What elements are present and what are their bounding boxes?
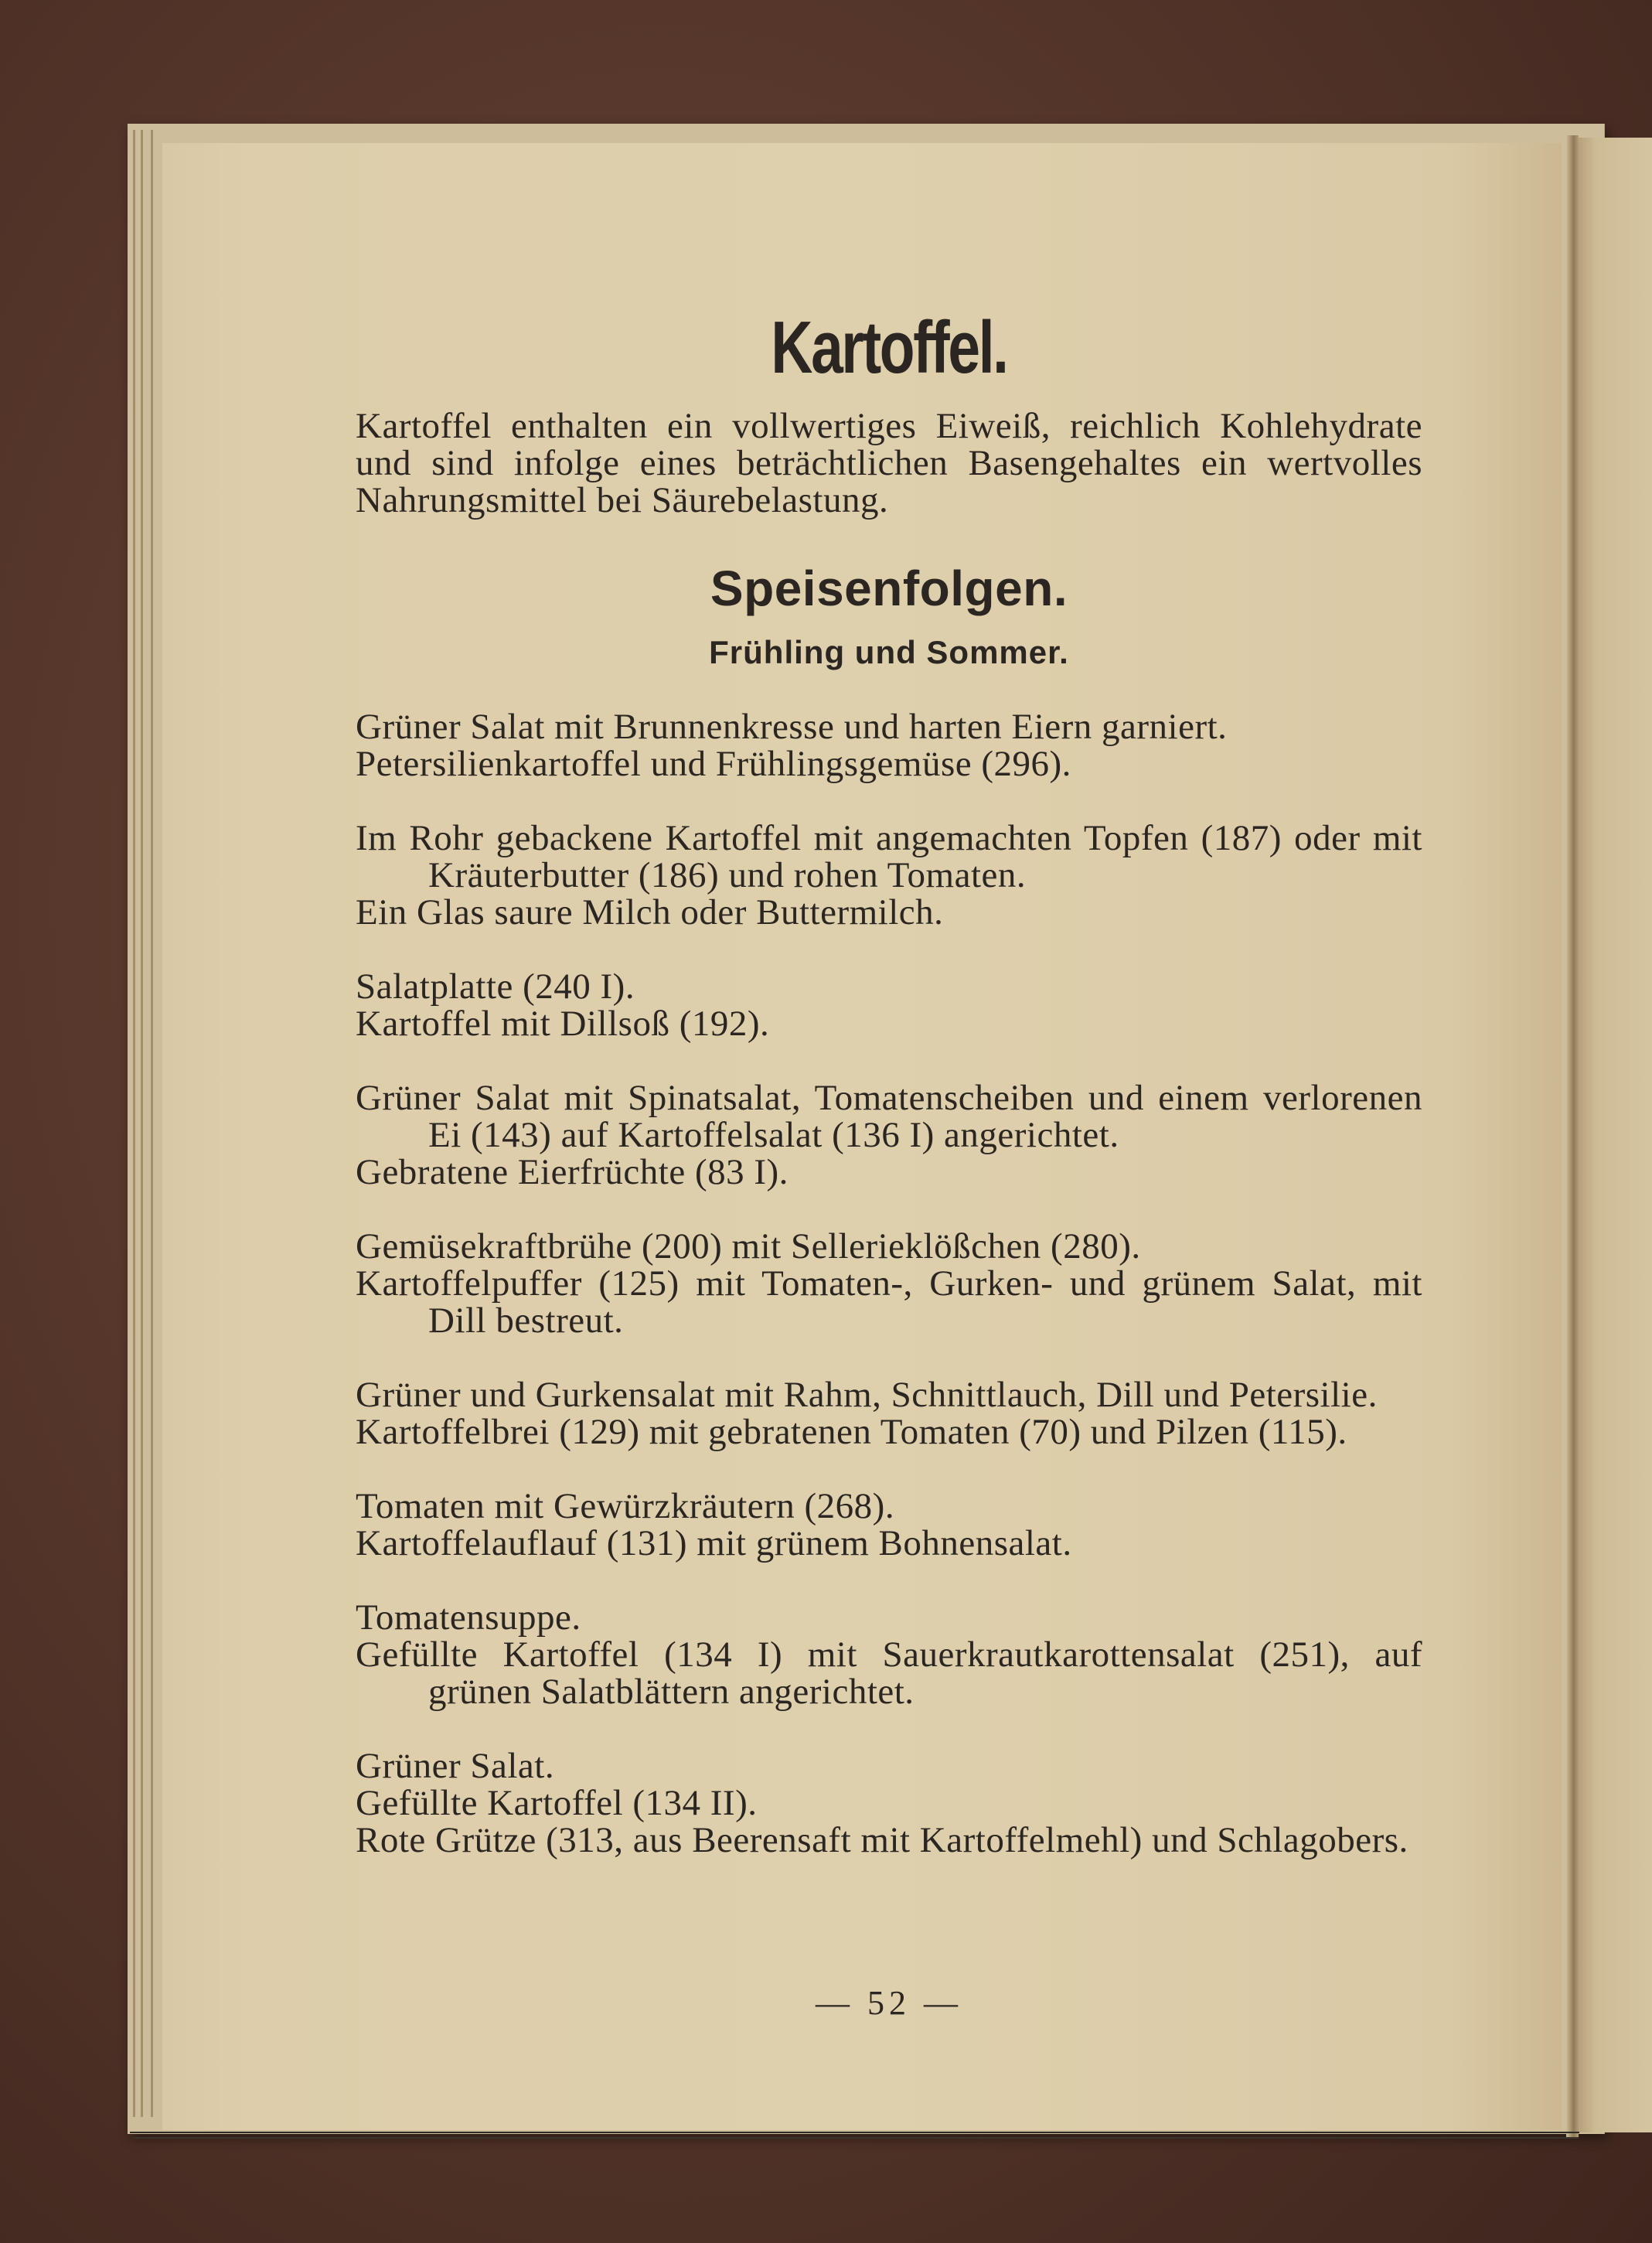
menu-item: Kartoffelpuffer (125) mit Tomaten-, Gurken- und grünem Salat, mit Dill bestreut.: [356, 1263, 1422, 1341]
page-content: [356, 305, 1422, 2022]
menu-item: Im Rohr gebackene Kartoffel mit angemachten Topfen (187) oder mit Kräuterbutter (186) und rohen Tomaten.: [356, 818, 1422, 895]
book-gutter: [1566, 135, 1579, 2138]
menu-item: Grüner und Gurkensalat mit Rahm, Schnittlauch, Dill und Petersilie.: [356, 1375, 1378, 1415]
menu-block: [356, 708, 1422, 782]
page-title: Kartoffel.: [771, 306, 1007, 389]
menu-item: Kartoffel mit Dillsoß (192).: [356, 1004, 770, 1044]
menu-item: Kartoffelauflauf (131) mit grünem Bohnensalat.: [356, 1523, 1072, 1563]
menu-item: Gemüsekraftbrühe (200) mit Sellerieklößchen (280).: [356, 1226, 1141, 1266]
menu-block: [356, 1228, 1422, 1339]
menu-list: [356, 708, 1422, 1859]
menu-block: [356, 1747, 1422, 1859]
page-edge: [141, 130, 143, 2117]
menu-item: Grüner Salat mit Brunnenkresse und harten Eiern garniert.: [356, 707, 1228, 747]
menu-item: Petersilienkartoffel und Frühlingsgemüse (296).: [356, 744, 1071, 784]
menu-block: [356, 1376, 1422, 1450]
menu-block: [356, 1488, 1422, 1562]
page-edge: [133, 130, 135, 2117]
menu-item: Gebratene Eierfrüchte (83 I).: [356, 1152, 789, 1192]
menu-separator: [356, 782, 1422, 820]
menu-item: Ein Glas saure Milch oder Buttermilch.: [356, 892, 944, 932]
menu-item: Tomatensuppe.: [356, 1597, 581, 1638]
menu-separator: [356, 1042, 1422, 1079]
page-bottom-edge: [133, 2137, 1579, 2139]
menu-separator: [356, 1710, 1422, 1747]
menu-block: [356, 820, 1422, 931]
menu-separator: [356, 1191, 1422, 1228]
menu-item: Tomaten mit Gewürzkräutern (268).: [356, 1486, 895, 1526]
menu-separator: [356, 1562, 1422, 1599]
menu-block: [356, 968, 1422, 1042]
page-edge: [151, 130, 153, 2117]
menu-separator: [356, 1450, 1422, 1488]
menu-item: Grüner Salat.: [356, 1746, 555, 1786]
facing-page: [1577, 138, 1652, 2132]
page-bottom-edge: [130, 2132, 1579, 2133]
menu-separator: [356, 1339, 1422, 1376]
menu-separator: [356, 931, 1422, 968]
menu-item: Gefüllte Kartoffel (134 I) mit Sauerkrautkarottensalat (251), auf grünen Salatblättern angerichtet.: [356, 1635, 1422, 1712]
page-number: — 52 —: [816, 1984, 962, 2022]
menu-item: Grüner Salat mit Spinatsalat, Tomatenscheiben und einem verlorenen Ei (143) auf Kartoffelsalat (136 I) angerichtet.: [356, 1078, 1422, 1155]
menu-item: Kartoffelbrei (129) mit gebratenen Tomaten (70) und Pilzen (115).: [356, 1412, 1347, 1452]
menu-item: Rote Grütze (313, aus Beerensaft mit Kartoffelmehl) und Schlagobers.: [356, 1820, 1408, 1860]
menu-block: [356, 1079, 1422, 1191]
menu-item: Gefüllte Kartoffel (134 II).: [356, 1783, 758, 1823]
intro-paragraph: Kartoffel enthalten ein vollwertiges Eiweiß, reichlich Kohlehydrate und sind infolge eines beträchtlichen Basengehaltes ein wertvolles Nahrungsmittel bei Säurebelastung.: [356, 406, 1422, 520]
section-heading: Speisenfolgen.: [710, 561, 1068, 616]
menu-item: Salatplatte (240 I).: [356, 966, 635, 1007]
menu-block: [356, 1599, 1422, 1710]
season-subheading: Frühling und Sommer.: [709, 634, 1069, 670]
